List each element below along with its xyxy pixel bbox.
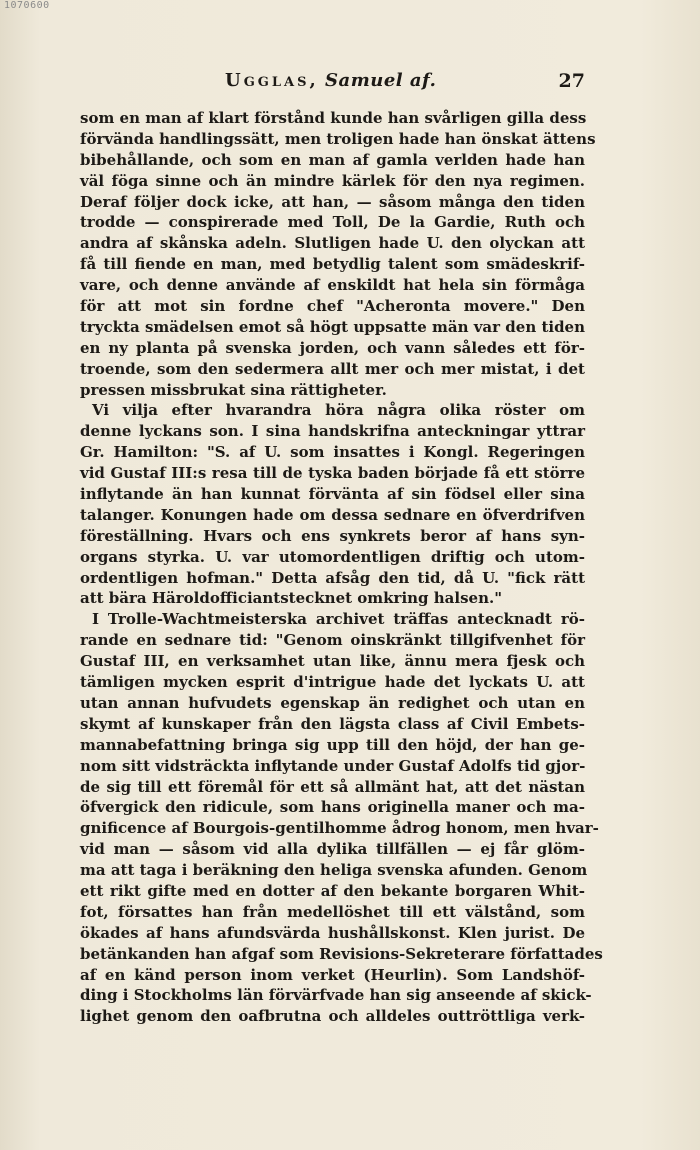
- text-line: få till fiende en man, med betydlig talent som smädeskrif-: [80, 255, 585, 274]
- text-line: ma att taga i beräkning den heliga svenska afunden. Genom: [80, 861, 588, 880]
- text-line: föreställning. Hvars och ens synkrets beror af hans syn-: [80, 526, 585, 545]
- text-line: inflytande än han kunnat förvänta af sin födsel eller sina: [80, 485, 585, 504]
- page-number: 27: [558, 70, 585, 92]
- text-line: Vi vilja efter hvarandra höra några olika röster om: [92, 401, 585, 420]
- text-line: att bära Häroldofficiantstecknet omkring halsen.": [80, 589, 503, 608]
- text-line: väl föga sinne och än mindre kärlek för den nya regimen.: [80, 171, 585, 190]
- text-line: förvända handlingssätt, men troligen hade han önskat ättens: [80, 129, 596, 148]
- text-line: utan annan hufvudets egenskap än redighet och utan en: [80, 693, 585, 712]
- text-line: Gustaf III, en verksamhet utan like, ännu mera fjesk och: [80, 652, 585, 671]
- text-line: ordentligen hofman." Detta afsåg den tid, då U. "fick rätt: [80, 568, 585, 587]
- text-line: tryckta smädelsen emot så högt uppsatte män var den tiden: [80, 317, 586, 336]
- text-line: öfvergick den ridicule, som hans originella maner och ma-: [80, 798, 585, 817]
- text-line: denne lyckans son. I sina handskrifna anteckningar yttrar: [80, 422, 585, 441]
- text-line: Gr. Hamilton: "S. af U. som insattes i Kongl. Regeringen: [80, 443, 585, 462]
- text-line: ett rikt gifte med en dotter af den bekante borgaren Whit-: [80, 881, 585, 900]
- text-line: ökades af hans afundsvärda hushållskonst. Klen jurist. De: [80, 923, 585, 942]
- body-text: [80, 108, 603, 1027]
- text-line: vare, och denne använde af enskildt hat hela sin förmåga: [80, 276, 585, 295]
- text-line: de sig till ett föremål för ett så allmänt hat, att det nästan: [80, 777, 585, 796]
- text-line: betänkanden han afgaf som Revisions-Sekreterare författades: [80, 944, 603, 963]
- text-line: som en man af klart förstånd kunde han svårligen gilla dess: [80, 109, 587, 127]
- text-line: Deraf följer dock icke, att han, — såsom många den tiden: [80, 192, 585, 211]
- text-line: trodde — conspirerade med Toll, De la Gardie, Ruth och: [80, 213, 585, 232]
- text-line: vid Gustaf III:s resa till de tyska baden började få ett större: [80, 464, 585, 483]
- running-header: [80, 70, 585, 96]
- text-line: nom sitt vidsträckta inflytande under Gustaf Adolfs tid gjor-: [80, 756, 586, 775]
- text-line: lighet genom den oafbrutna och alldeles outtröttliga verk-: [80, 1007, 585, 1026]
- text-line: troende, som den sedermera allt mer och mer mistat, i det: [80, 359, 585, 378]
- text-line: bibehållande, och som en man af gamla verlden hade han: [80, 150, 585, 169]
- library-stamp: 1070600: [4, 0, 50, 11]
- text-line: mannabefattning bringa sig upp till den höjd, der han ge-: [80, 735, 585, 754]
- text-line: fot, försattes han från medellöshet till ett välstånd, som: [80, 902, 585, 921]
- text-line: för att mot sin fordne chef "Acheronta movere." Den: [80, 297, 585, 316]
- text-line: skymt af kunskaper från den lägsta class af Civil Embets-: [80, 714, 585, 733]
- text-line: organs styrka. U. var utomordentligen driftig och utom-: [80, 547, 585, 566]
- text-line: af en känd person inom verket (Heurlin). Som Landshöf-: [80, 965, 585, 984]
- text-line: en ny planta på svenska jorden, och vann således ett för-: [80, 338, 585, 357]
- text-line: andra af skånska adeln. Slutligen hade U. den olyckan att: [80, 234, 585, 253]
- text-line: ding i Stockholms län förvärfvade han sig anseende af skick-: [80, 986, 592, 1005]
- text-line: talanger. Konungen hade om dessa sednare en öfverdrifven: [80, 505, 585, 524]
- text-line: gnificence af Bourgois-gentilhomme ådrog honom, men hvar-: [80, 819, 599, 838]
- header-title: [225, 70, 436, 91]
- text-line: pressen missbrukat sina rättigheter.: [80, 380, 387, 399]
- header-given-name: Samuel af.: [325, 70, 437, 91]
- text-line: rande en sednare tid: "Genom oinskränkt tillgifvenhet för: [80, 631, 585, 650]
- text-line: tämligen mycken esprit d'intrigue hade det lyckats U. att: [80, 673, 585, 692]
- text-line: I Trolle-Wachtmeisterska archivet träffas antecknadt rö-: [92, 610, 585, 629]
- header-surname: Ugglas,: [225, 70, 319, 91]
- text-line: vid man — såsom vid alla dylika tillfällen — ej får glöm-: [80, 840, 585, 859]
